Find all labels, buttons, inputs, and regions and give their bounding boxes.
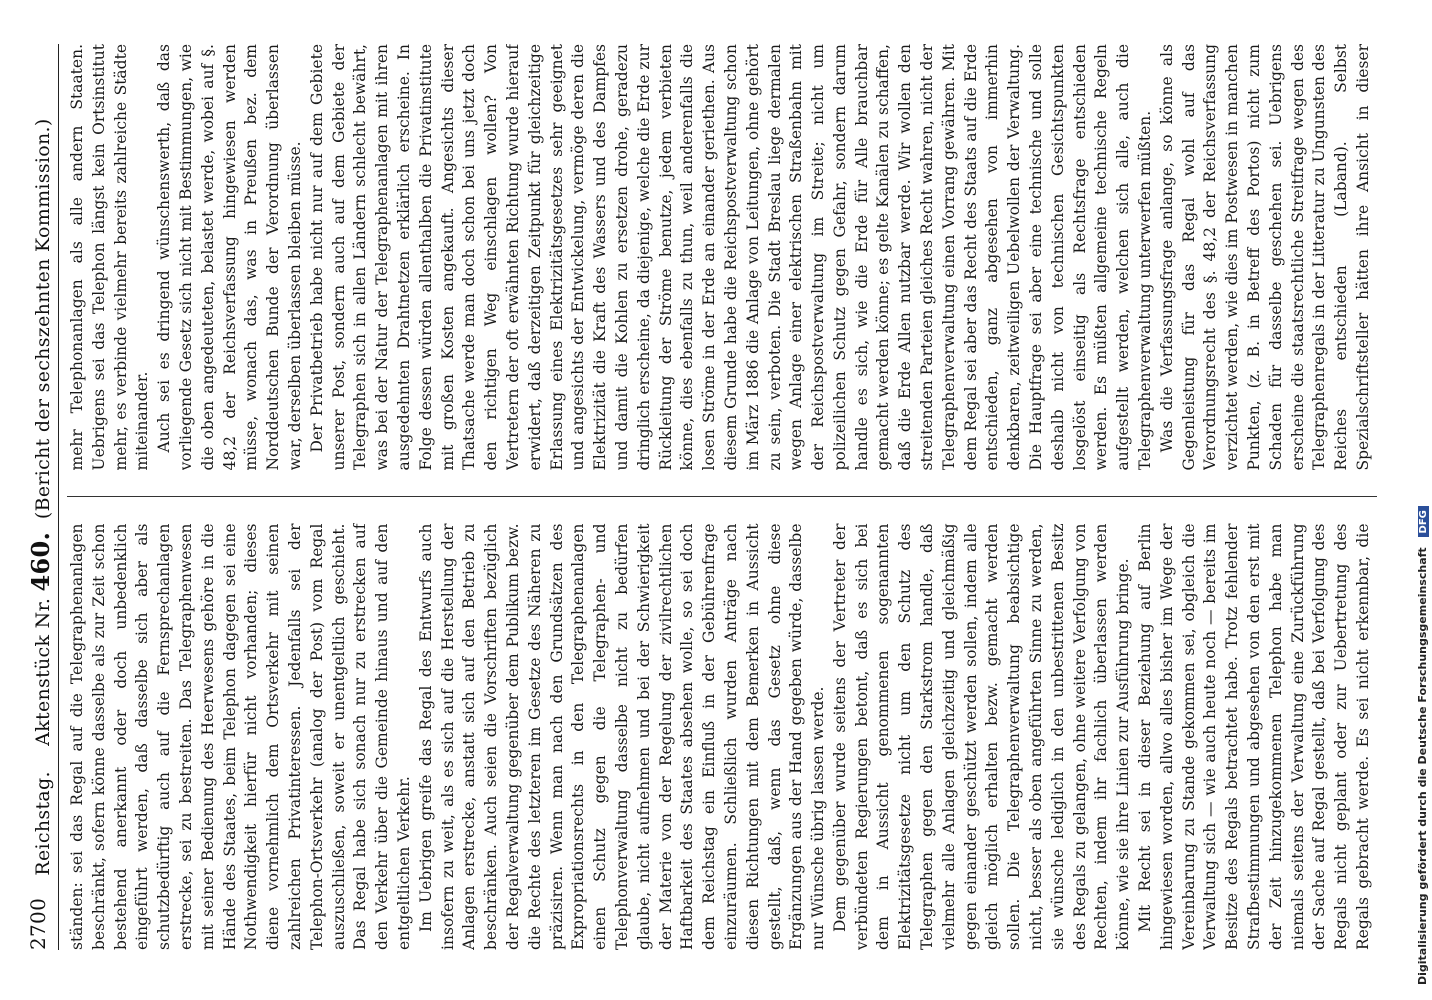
paragraph: ständen: sei das Regal auf die Telegraphenanlagen beschränkt, sofern könne dasselbe als zur Zeit schon bestehend anerkannt oder doch unbedenklich eingeführt werden, daß dasselbe sich aber als schutzbedürftig auch auf die Fernsprechanlagen erstrecke, sei zu bestreiten. Das Telegraphenwesen mit seiner Bedienung des Heerwesens gehöre in die Hände des Staates, beim Telephon dagegen sei eine Nothwendigkeit hierfür nicht vorhanden; dieses diene vornehmlich dem Ortsverkehr mit seinen zahlreichen Privatinteressen. Jedenfalls sei der Telephon-Ortsverkehr (analog der Post) vom Regal auszuschließen, soweit er unentgeltlich geschieht. Das Regal habe sich sonach nur zu erstrecken auf den Verkehr über die Gemeinde hinaus und auf den entgeltlichen Verkehr. [68,523,413,950]
dfg-logo: DFG [1418,506,1429,537]
paragraph: Der Privatbetrieb habe nicht nur auf dem Gebiete unserer Post, sondern auch auf dem Gebiete der Telegraphen sich in allen Ländern schlecht bewährt, was bei der Natur der Telegraphenanlagen mit ihren ausgedehnten Drahtnetzen erklärlich erscheine. In Folge dessen würden allenthalben die Privatinstitute mit großen Kosten angekauft. Angesichts dieser Thatsache werde man doch schon bei uns jetzt doch den richtigen Weg einschlagen wollen? Von Vertretern der oft erwähnten Richtung wurde hierauf erwidert, daß derzeitigen Zeitpunkt für gleichzeitige Erlassung eines Elektrizitätsgesetzes sehr geeignet und angesichts der Entwickelung, vermöge deren die Elektrizität die Kraft des Wassers und des Dampfes und damit die Kohlen zu ersetzen drohe, geradezu dringlich erscheine, da diejenige, welche die Erde zur Rückleitung der Ströme benutze, jedem verbieten könne, dies ebenfalls zu thun, weil anderenfalls die losen Ströme in der Erde an einander geriethen. Aus diesem Grunde habe die Reichspostverwaltung schon im März 1886 die Anlage von Leitungen, ohne gehört zu sein, verboten. Die Stadt Breslau liege dermalen wegen Anlage einer elektrischen Straßenbahn mit der Reichspostverwaltung im Streite; nicht um polizeilichen Schutz gegen Gefahr, sondern darum handle es sich, wie die Erde für Alle brauchbar gemacht werden könne; es gelte Kanälen zu schaffen, daß die Erde Allen nutzbar werde. Wir wollen den streitenden Parteien gleiches Recht wahren, nicht der Telegraphenverwaltung einen Vorrang gewähren. Mit dem Regal sei aber das Recht des Staats auf die Erde entschieden, ganz abgesehen von immerhin denkbaren, zeitweiligen Uebelwollen der Verwaltung. Die Hauptfrage sei aber eine technische und solle deshalb nicht von technischen Gesichtspunkten losgelöst einseitig als Rechtsfrage entschieden werden. Es müßten allgemeine technische Regeln aufgestellt werden, welchen sich alle, auch die Telegraphenverwaltung unterwerfen müßten. [307,44,1155,471]
paragraph: Mit Recht sei in dieser Beziehung auf Berlin hingewiesen worden, allwo alles bisher im Wege der Vereinbarung zu Stande gekommen sei, obgleich die Verwaltung sich — wie auch heute noch — bereits im Besitze des Regals betrachtet habe. Trotz fehlender Strafbestimmungen und abgesehen von den erst mit der Zeit hinzugekommenen Telephon habe man niemals seitens der Verwaltung eine Zurückführung der Sache auf Regal gestellt, daß bei Verfolgung des Regals nicht geplant oder zur Uebertretung des Regals gebracht werde. Es sei nicht erkennbar, die [1136,523,1373,950]
left-column [67,524,1377,951]
right-column [67,44,1377,471]
document-number: 460. [26,531,55,592]
text-columns [67,44,1377,950]
paragraph: Im Uebrigen greife das Regal des Entwurfs auch insofern zu weit, als es sich auf die Herstellung der Anlagen erstrecke, anstatt sich auf den Betrieb zu beschränken. Auch seien die Vorschriften bezüglich der Regalverwaltung gegenüber dem Publikum bezw. die Rechte des letzteren im Gesetze des Näheren zu präzisiren. Wenn man nach den Grundsätzen des Expropriationsrechts in den Telegraphenanlagen einen Schutz gegen die Telegraphen- und Telephonverwaltung dasselbe nicht zu bedürfen glaube, nicht aufnehmen und bei der Schwierigkeit der Materie von der Regelung der zivilrechtlichen Haftbarkeit des Staates absehen wolle, so sei doch dem Reichstag ein Einfluß in der Gebührenfrage einzuräumen. Schließlich wurden Anträge nach diesen Richtungen mit dem Bemerken in Aussicht gestellt, daß, wenn das Gesetz ohne diese Ergänzungen aus der Hand gegeben würde, dasselbe nur Wünsche übrig lassen werde. [416,523,828,950]
digitization-credit-strip [1414,0,1432,1000]
paragraph: Dem gegenüber wurde seitens der Vertreter der verbündeten Regierungen betont, daß es sich bei dem in Aussicht genommenen sogenannten Elektrizitätsgesetze nicht um den Schutz des Telegraphen gegen den Starkstrom handle, daß vielmehr alle Anlagen gleichzeitig und gleichmäßig gegen einander geschützt werden sollen, indem alle gleich möglich erhalten bezw. gemacht werden sollen. Die Telegraphenverwaltung beabsichtige nicht, besser als oben angeführten Sinne zu werden, sie wünsche lediglich in den unbestrittenen Besitz des Regals zu gelangen, ohne weitere Verfolgung von Rechten, indem ihr fachlich überlassen werden könne, wie sie ihre Linien zur Ausführung bringe. [830,523,1133,950]
paragraph: Auch sei es dringend wünschenswerth, daß das vorliegende Gesetz sich nicht mit Bestimmungen, wie die oben angedeuteten, belastet werde, wobei auf §. 48,2 der Reichsverfassung hingewiesen werden müsse, wonach das, was in Preußen bez. dem Norddeutschen Bunde der Verordnung überlassen war, derselben überlassen bleiben müsse. [155,44,304,471]
column-divider [67,497,1377,498]
rotated-document-page [8,20,1403,980]
digitization-credit: Digitalisierung gefördert durch die Deutsche Forschungsgemeinschaft [1416,547,1429,985]
paragraph: Was die Verfassungsfrage anlange, so könne als Gegenleistung für das Regal wohl auf das Verordnungsrecht des §. 48,2 der Reichsverfassung verzichtet werden, wie dies im Postwesen in manchen Punkten, (z. B. in Betreff des Portos) nicht zum Schaden für dasselbe geschehen sei. Uebrigens erscheine die staatsrechtliche Streitfrage wegen des Telegraphenregals in der Litteratur zu Ungunsten des Reiches entschieden (Laband). Selbst Spezialschriftsteller hätten ihre Ansicht in dieser [1157,44,1373,471]
document-label: Aktenstück Nr. [32,597,54,746]
paragraph: mehr Telephonanlagen als alle andern Staaten. Uebrigens sei das Telephon längst kein Ortsinstitut mehr, es verbinde vielmehr bereits zahlreiche Städte miteinander. [68,44,152,471]
header-subtitle: (Bericht der sechszehnten Kommission.) [32,118,54,520]
page-number: 2700 [26,897,50,950]
running-head [26,44,55,950]
page-header [22,44,59,950]
header-left: Reichstag. [32,771,54,876]
